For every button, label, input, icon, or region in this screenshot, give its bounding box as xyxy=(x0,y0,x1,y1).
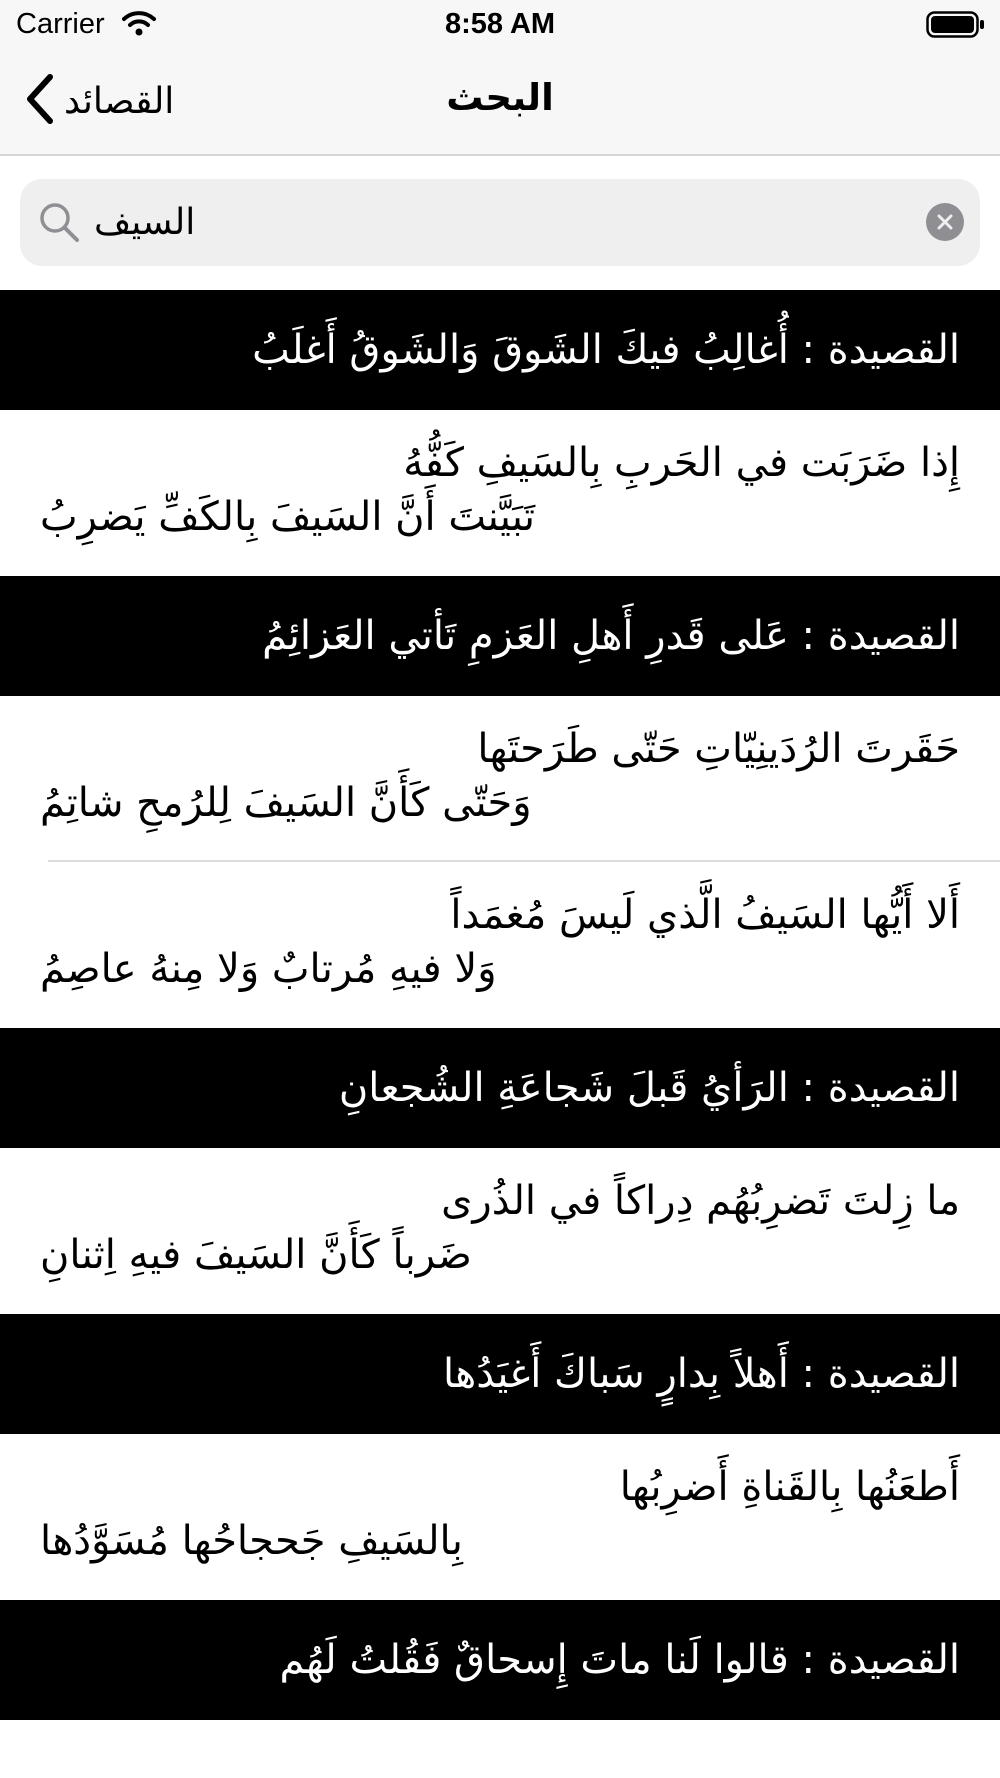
verse-first-half: إِذا ضَرَبَت في الحَربِ بِالسَيفِ كَفُّهُ xyxy=(403,440,960,486)
section-header-label: القصيدة : الرَأيُ قَبلَ شَجاعَةِ الشُجعانِ xyxy=(338,1065,960,1111)
verse-first-half: حَقَرتَ الرُدَينِيّاتِ حَتّى طَرَحتَها xyxy=(477,726,960,772)
verse-second-half: بِالسَيفِ جَحجاحُها مُسَوَّدُها xyxy=(40,1518,463,1564)
section-header-label: القصيدة : عَلى قَدرِ أَهلِ العَزمِ تَأتي العَزائِمُ xyxy=(262,613,960,659)
verse-row[interactable] xyxy=(0,696,1000,862)
search-input[interactable] xyxy=(94,193,894,251)
navigation-bar xyxy=(0,50,1000,154)
poem-section-header xyxy=(0,1600,1000,1720)
verse-second-half: ضَرباً كَأَنَّ السَيفَ فيهِ اِثنانِ xyxy=(40,1232,472,1278)
verse-row[interactable] xyxy=(0,862,1000,1028)
verse-row[interactable] xyxy=(0,1148,1000,1314)
search-results-list xyxy=(0,290,1000,1720)
section-header-label: القصيدة : قالوا لَنا ماتَ إِسحاقٌ فَقُلتُ لَهُم xyxy=(279,1637,960,1683)
close-icon xyxy=(937,214,953,230)
search-icon xyxy=(38,201,82,249)
verse-first-half: ما زِلتَ تَضرِبُهُم دِراكاً في الذُرى xyxy=(441,1178,960,1224)
search-bar xyxy=(20,179,980,266)
status-time: 8:58 AM xyxy=(444,8,556,40)
poem-section-header xyxy=(0,290,1000,410)
verse-second-half: وَحَتّى كَأَنَّ السَيفَ لِلرُمحِ شاتِمُ xyxy=(40,780,532,826)
battery-icon xyxy=(926,10,986,44)
verse-second-half: تَبَيَّنتَ أَنَّ السَيفَ بِالكَفِّ يَضرِبُ xyxy=(40,494,535,540)
verse-first-half: أَلا أَيُّها السَيفُ الَّذي لَيسَ مُغمَداً xyxy=(450,892,960,938)
section-header-label: القصيدة : أُغالِبُ فيكَ الشَوقَ وَالشَوقُ أَغلَبُ xyxy=(252,327,960,373)
top-bar xyxy=(0,0,1000,156)
verse-row[interactable] xyxy=(0,410,1000,576)
carrier-label: Carrier xyxy=(16,8,105,40)
verse-row[interactable] xyxy=(0,1434,1000,1600)
verse-second-half: وَلا فيهِ مُرتابٌ وَلا مِنهُ عاصِمُ xyxy=(40,946,497,992)
back-label: القصائد xyxy=(64,80,175,122)
poem-section-header xyxy=(0,1314,1000,1434)
poem-section-header xyxy=(0,576,1000,696)
page-title: البحث xyxy=(446,76,554,119)
clear-search-button[interactable] xyxy=(926,203,964,241)
status-bar xyxy=(0,0,1000,50)
poem-section-header xyxy=(0,1028,1000,1148)
verse-first-half: أَطعَنُها بِالقَناةِ أَضرِبُها xyxy=(619,1464,960,1510)
section-header-label: القصيدة : أَهلاً بِدارٍ سَباكَ أَغيَدُها xyxy=(442,1351,960,1397)
